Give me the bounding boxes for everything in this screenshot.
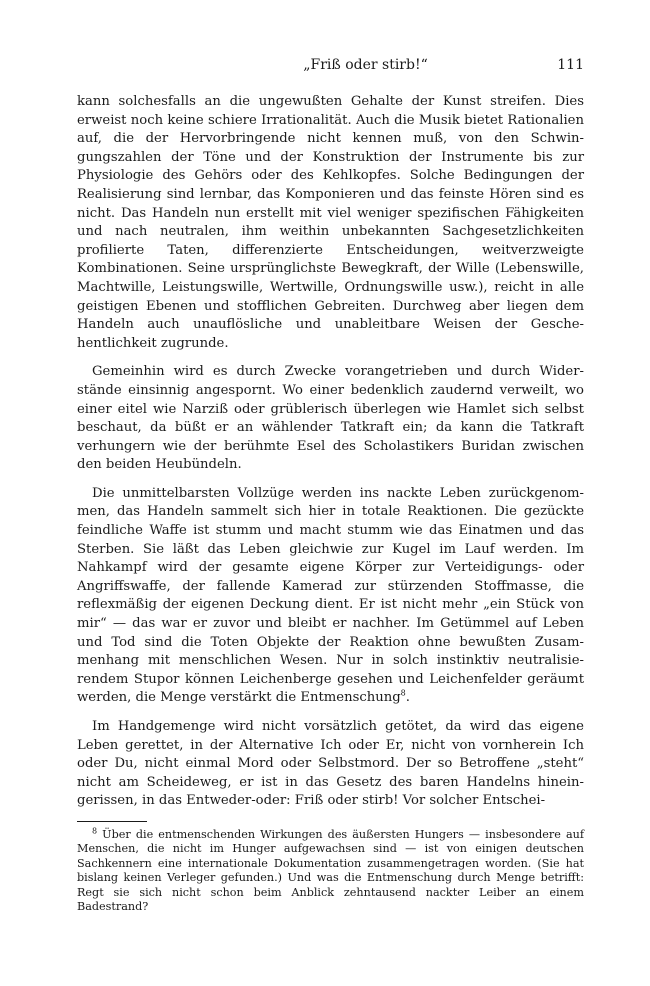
footnote-divider [77,821,147,822]
footnote-reference: 8 [400,689,406,699]
footnote-text: Über die entmenschenden Wirkungen des äußersten Hungers — insbesondere auf Menschen, die nicht im Hunger aufgewachsen sind — ist von einigen deutschen Sachkennern eine internationale Dokumentation zusammengetragen worden. (Sie hat bislang keinen Verleger gefunden.) Und was die Entmenschung durch Menge betrifft: Regt sie sich nicht schon beim Anblick zehntausend nackter Leiber an einem Badestrand? [77,827,584,913]
paragraph-1: kann solchesfalls an die ungewußten Gehalte der Kunst streifen. Dies erweist noch keine schiere Irrationalität. Auch die Musik bietet Rationalien auf, die der Hervorbringende nicht kennen muß, von den Schwingungszahlen der Töne und der Konstruktion der Instrumente bis zur Physiologie des Gehörs oder des Kehlkopfes. Solche Bedingungen der Realisierung sind lernbar, das Komponieren und das feinste Hören sind es nicht. Das Handeln nun erstellt mit viel weniger spezifischen Fähigkeiten und nach neutralen, ihm weithin unbekannten Sachgesetzlichkeiten profilierte Taten, differenzierte Entscheidungen, weitverzweigte Kombinationen. Seine ursprünglichste Bewegkraft, der Wille (Lebenswille, Machtwille, Leistungswille, Wertwille, Ordnungswille usw.), reicht in alle geistigen Ebenen und stofflichen Gebreiten. Durchweg aber liegen dem Handeln auch unauflösliche und unableitbare Weisen der Geschehentlichkeit zugrunde. [77,94,584,351]
paragraph-3-end: . [405,690,410,706]
page-number: 111 [557,57,584,73]
book-page [77,57,584,914]
body-text [77,93,584,811]
paragraph-3-text: Die unmittelbarsten Vollzüge werden ins nackte Leben zurückgenommen, das Handeln sammelt sich hier in totale Reaktionen. Die gezückte feindliche Waffe ist stumm und macht stumm wie das Einatmen und das Sterben. Sie läßt das Leben gleichwie zur Kugel im Lauf werden. Im Nahkampf wird der gesamte eigene Körper zur Verteidigungs- oder Angriffswaffe, der fallende Kamerad zur stürzenden Stoffmasse, die reflexmäßig der eigenen Deckung dient. Er ist nicht mehr „ein Stück von mir“ — das war er zuvor und bleibt er nachher. Im Getümmel auf Leben und Tod sind die Toten Objekte der Reaktion ohne bewußten Zusammenhang mit menschlichen Wesen. Nur in solch instinktiv neutralisierendem Stupor können Leichenberge gesehen und Leichenfelder geräumt werden, die Menge verstärkt die Entmenschung [77,485,584,706]
page-header [77,57,584,81]
footnote [77,828,584,914]
footnote-marker: 8 [92,826,98,836]
paragraph-4: Im Handgemenge wird nicht vorsätzlich getötet, da wird das eigene Leben gerettet, in der Alternative Ich oder Er, nicht von vornherein Ich oder Du, nicht einmal Mord oder Selbstmord. Der so Betroffene „steht“ nicht am Scheideweg, er ist in das Gesetz des baren Handelns hineingerissen, in das Entweder-oder: Friß oder stirb! Vor solcher Entschei- [77,719,584,809]
running-head: „Friß oder stirb!“ [303,57,428,73]
paragraph-2: Gemeinhin wird es durch Zwecke vorangetrieben und durch Widerstände einsinnig angespornt. Wo einer bedenklich zaudernd verweilt, wo einer eitel wie Narziß oder grüblerisch überlegen wie Hamlet sich selbst beschaut, da büßt er an wählender Tatkraft ein; da kann die Tatkraft verhungern wie der berühmte Esel des Scholastikers Buridan zwischen den beiden Heubündeln. [77,364,584,473]
paragraph-3 [77,485,584,708]
